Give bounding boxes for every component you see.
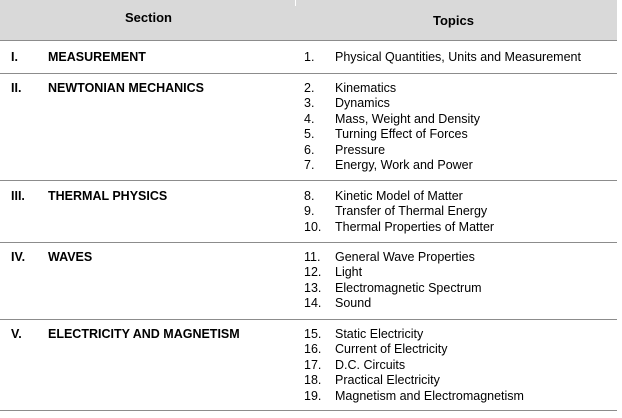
topic-label: Kinematics: [335, 81, 397, 95]
row-divider: [0, 319, 617, 320]
topics-column-header: Topics: [433, 13, 474, 28]
topic-number: 6.: [304, 143, 315, 157]
section-numeral: I.: [11, 50, 18, 64]
topic-label: D.C. Circuits: [335, 358, 406, 372]
row-divider: [0, 73, 617, 74]
topic-number: 16.: [304, 342, 322, 356]
topic-number: 14.: [304, 296, 322, 310]
topic-label: Transfer of Thermal Energy: [335, 204, 488, 218]
row-divider: [0, 180, 617, 181]
section-numeral: V.: [11, 327, 22, 341]
section-numeral: IV.: [11, 250, 26, 264]
section-column-header: Section: [125, 10, 172, 25]
topic-number: 18.: [304, 373, 322, 387]
topic-label: Sound: [335, 296, 372, 310]
topic-number: 13.: [304, 281, 322, 295]
section-title: ELECTRICITY AND MAGNETISM: [48, 327, 240, 341]
topic-label: Energy, Work and Power: [335, 158, 473, 172]
topic-label: Dynamics: [335, 96, 390, 110]
topic-number: 3.: [304, 96, 315, 110]
topic-number: 7.: [304, 158, 315, 172]
table-header: [0, 0, 617, 41]
topic-label: Magnetism and Electromagnetism: [335, 389, 524, 403]
topic-label: Kinetic Model of Matter: [335, 189, 463, 203]
section-title: WAVES: [48, 250, 93, 264]
topic-label: Physical Quantities, Units and Measurement: [335, 50, 581, 64]
topic-number: 10.: [304, 220, 322, 234]
topic-number: 1.: [304, 50, 315, 64]
section-numeral: II.: [11, 81, 22, 95]
topic-number: 15.: [304, 327, 322, 341]
row-divider: [0, 242, 617, 243]
topic-number: 8.: [304, 189, 315, 203]
topic-number: 11.: [304, 250, 321, 264]
section-title: NEWTONIAN MECHANICS: [48, 81, 205, 95]
topic-number: 9.: [304, 204, 315, 218]
topic-label: General Wave Properties: [335, 250, 475, 264]
topic-number: 17.: [304, 358, 322, 372]
section-numeral: III.: [11, 189, 25, 203]
topic-label: Pressure: [335, 143, 386, 157]
topic-label: Turning Effect of Forces: [335, 127, 468, 141]
topic-number: 12.: [304, 265, 322, 279]
topic-label: Thermal Properties of Matter: [335, 220, 495, 234]
topic-label: Light: [335, 265, 363, 279]
section-title: THERMAL PHYSICS: [48, 189, 168, 203]
topic-label: Practical Electricity: [335, 373, 440, 387]
topic-number: 19.: [304, 389, 322, 403]
topic-label: Current of Electricity: [335, 342, 448, 356]
topic-label: Static Electricity: [335, 327, 424, 341]
topic-label: Mass, Weight and Density: [335, 112, 480, 126]
row-divider: [0, 410, 617, 411]
topic-label: Electromagnetic Spectrum: [335, 281, 482, 295]
topic-number: 5.: [304, 127, 315, 141]
topic-number: 2.: [304, 81, 315, 95]
header-divider: [295, 0, 296, 6]
topic-number: 4.: [304, 112, 315, 126]
section-title: MEASUREMENT: [48, 50, 146, 64]
